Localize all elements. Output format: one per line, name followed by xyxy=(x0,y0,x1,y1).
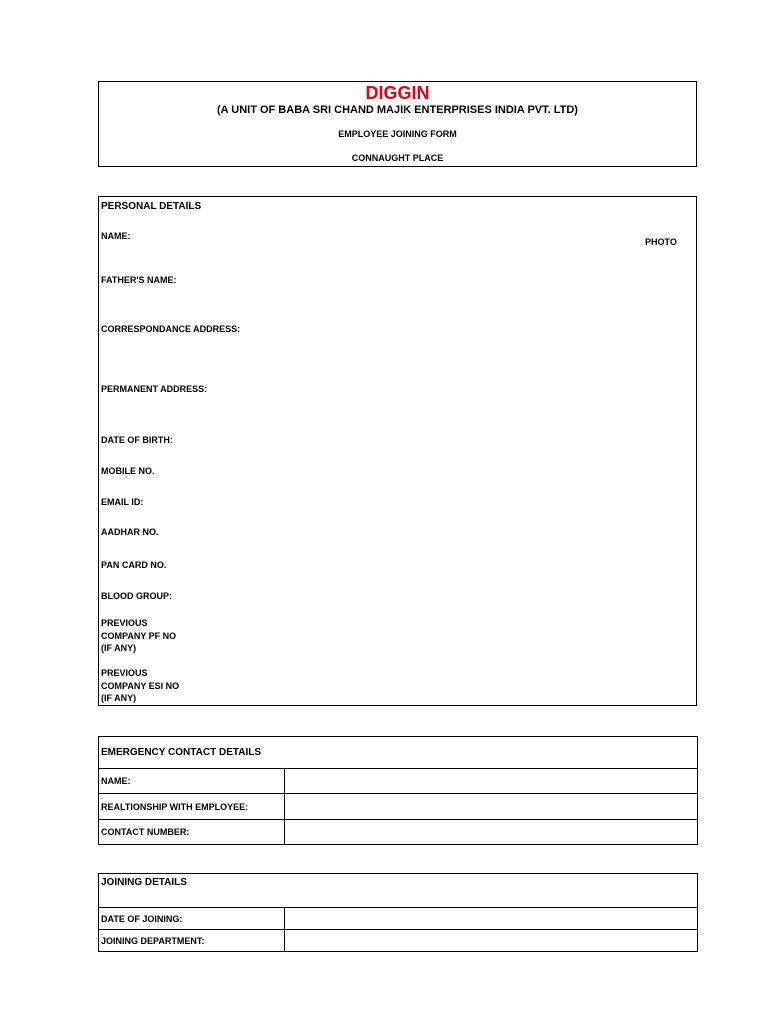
emergency-relationship-field[interactable] xyxy=(285,794,698,820)
personal-details-title: PERSONAL DETAILS xyxy=(101,201,202,212)
permanent-address-label: PERMANENT ADDRESS: xyxy=(101,384,208,394)
emergency-contact-number-field[interactable] xyxy=(285,820,698,845)
emergency-contact-number-label: CONTACT NUMBER: xyxy=(99,820,285,845)
form-header xyxy=(98,81,697,167)
joining-date-label: DATE OF JOINING: xyxy=(99,908,285,930)
emergency-name-label: NAME: xyxy=(99,769,285,794)
previous-esi-line1: PREVIOUS xyxy=(101,668,148,678)
photo-placeholder[interactable]: PHOTO xyxy=(645,237,677,247)
previous-pf-label xyxy=(101,617,176,655)
previous-pf-line3: (IF ANY) xyxy=(101,643,137,653)
joining-department-field[interactable] xyxy=(285,930,698,952)
personal-details-section xyxy=(98,196,697,706)
previous-pf-line2: COMPANY PF NO xyxy=(101,630,177,641)
joining-department-label: JOINING DEPARTMENT: xyxy=(99,930,285,952)
blood-group-label: BLOOD GROUP: xyxy=(101,591,172,601)
pan-label: PAN CARD NO. xyxy=(101,560,167,570)
form-title: EMPLOYEE JOINING FORM xyxy=(338,129,457,139)
brand-title: DIGGIN xyxy=(365,83,430,103)
correspondence-address-label: CORRESPONDANCE ADDRESS: xyxy=(101,324,241,334)
mobile-label: MOBILE NO. xyxy=(101,466,155,476)
location-label: CONNAUGHT PLACE xyxy=(351,153,444,163)
joining-date-field[interactable] xyxy=(285,908,698,930)
emergency-contact-table xyxy=(98,736,698,845)
emergency-name-field[interactable] xyxy=(285,769,698,794)
company-subtitle: (A UNIT OF BABA SRI CHAND MAJIK ENTERPRISES INDIA PVT. LTD) xyxy=(217,104,578,116)
emergency-relationship-label: REALTIONSHIP WITH EMPLOYEE: xyxy=(99,794,285,820)
dob-label: DATE OF BIRTH: xyxy=(101,435,173,445)
previous-esi-label xyxy=(101,667,179,705)
previous-pf-line1: PREVIOUS xyxy=(101,618,148,628)
previous-esi-line3: (IF ANY) xyxy=(101,693,137,703)
aadhar-label: AADHAR NO. xyxy=(101,527,159,537)
joining-details-table xyxy=(98,873,698,952)
name-label: NAME: xyxy=(101,231,131,241)
emergency-contact-title: EMERGENCY CONTACT DETAILS xyxy=(99,737,698,769)
father-name-label: FATHER'S NAME: xyxy=(101,275,177,285)
email-label: EMAIL ID: xyxy=(101,497,144,507)
previous-esi-line2: COMPANY ESI NO xyxy=(101,680,180,691)
joining-details-title: JOINING DETAILS xyxy=(99,874,698,908)
